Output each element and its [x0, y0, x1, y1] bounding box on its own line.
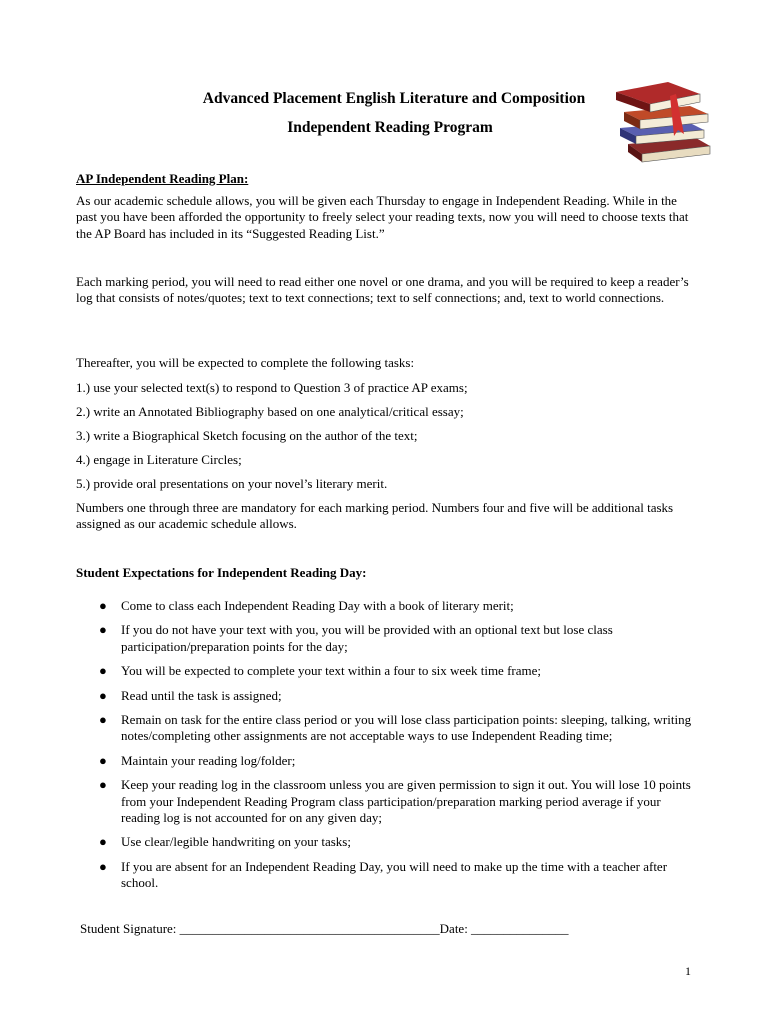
list-item: ● You will be expected to complete your text within a four to six week time frame; [99, 663, 541, 679]
document-title: Advanced Placement English Literature and Composition [202, 90, 586, 107]
task-item: 1.) use your selected text(s) to respond to Question 3 of practice AP exams; [76, 380, 468, 395]
bullet-icon: ● [99, 663, 107, 679]
plan-paragraph-1: As our academic schedule allows, you will be given each Thursday to engage in Independent Reading. While in the past you have been afforded the opportunity to freely select your reading texts, now you will need to choose texts that the AP Board has included in its “Suggested Reading List.” [76, 193, 689, 241]
stack-of-books-icon [610, 72, 720, 168]
list-item: ● If you are absent for an Independent Reading Day, you will need to make up the time with a teacher after school. [99, 858, 668, 891]
plan-paragraph-2: Each marking period, you will need to read either one novel or one drama, and you will be required to keep a reader’s log that consists of notes/quotes; text to text connections; text to self connections; and, text to world connections. [76, 274, 689, 306]
bullet-icon: ● [99, 752, 107, 768]
bullet-icon: ● [99, 712, 107, 728]
task-item: 2.) write an Annotated Bibliography based on one analytical/critical essay; [76, 404, 464, 419]
task-item: 3.) write a Biographical Sketch focusing on the author of the text; [76, 428, 418, 443]
signature-line: Student Signature: ________________________________________Date: _______________ [80, 921, 569, 936]
bullet-icon: ● [99, 687, 107, 703]
list-item: ● Come to class each Independent Reading Day with a book of literary merit; [99, 598, 514, 613]
task-item: 5.) provide oral presentations on your novel’s literary merit. [76, 476, 388, 491]
document-subtitle: Independent Reading Program [287, 119, 493, 136]
list-item: ● Read until the task is assigned; [99, 687, 282, 703]
list-item: ● Use clear/legible handwriting on your tasks; [99, 834, 351, 850]
task-item: 4.) engage in Literature Circles; [76, 452, 242, 467]
list-item: ● Remain on task for the entire class period or you will lose class participation points: sleeping, talking, writing notes/completing other assignments are not acceptable ways to use Independent Reading time; [99, 712, 692, 744]
plan-heading: AP Independent Reading Plan: [76, 171, 249, 186]
page-number: 1 [685, 964, 691, 978]
expectations-heading: Student Expectations for Independent Reading Day: [76, 565, 367, 580]
plan-paragraph-4: Numbers one through three are mandatory for each marking period. Numbers four and five will be additional tasks assigned as our academic schedule allows. [76, 500, 674, 532]
bullet-icon: ● [99, 777, 107, 793]
expectations-list [99, 598, 699, 900]
bullet-icon: ● [99, 858, 107, 874]
bullet-icon: ● [99, 598, 107, 613]
list-item: ● Maintain your reading log/folder; [99, 752, 296, 768]
list-item: ● If you do not have your text with you, you will be provided with an optional text but lose class participation/preparation points for the day; [99, 622, 613, 654]
bullet-icon: ● [99, 834, 107, 850]
plan-paragraph-3: Thereafter, you will be expected to complete the following tasks: [76, 355, 415, 370]
bullet-icon: ● [99, 622, 107, 638]
list-item: ● Keep your reading log in the classroom unless you are given permission to sign it out. You will lose 10 points from your Independent Reading Program class participation/preparation marking period average if your reading log is not accounted for on any given day; [99, 777, 691, 826]
